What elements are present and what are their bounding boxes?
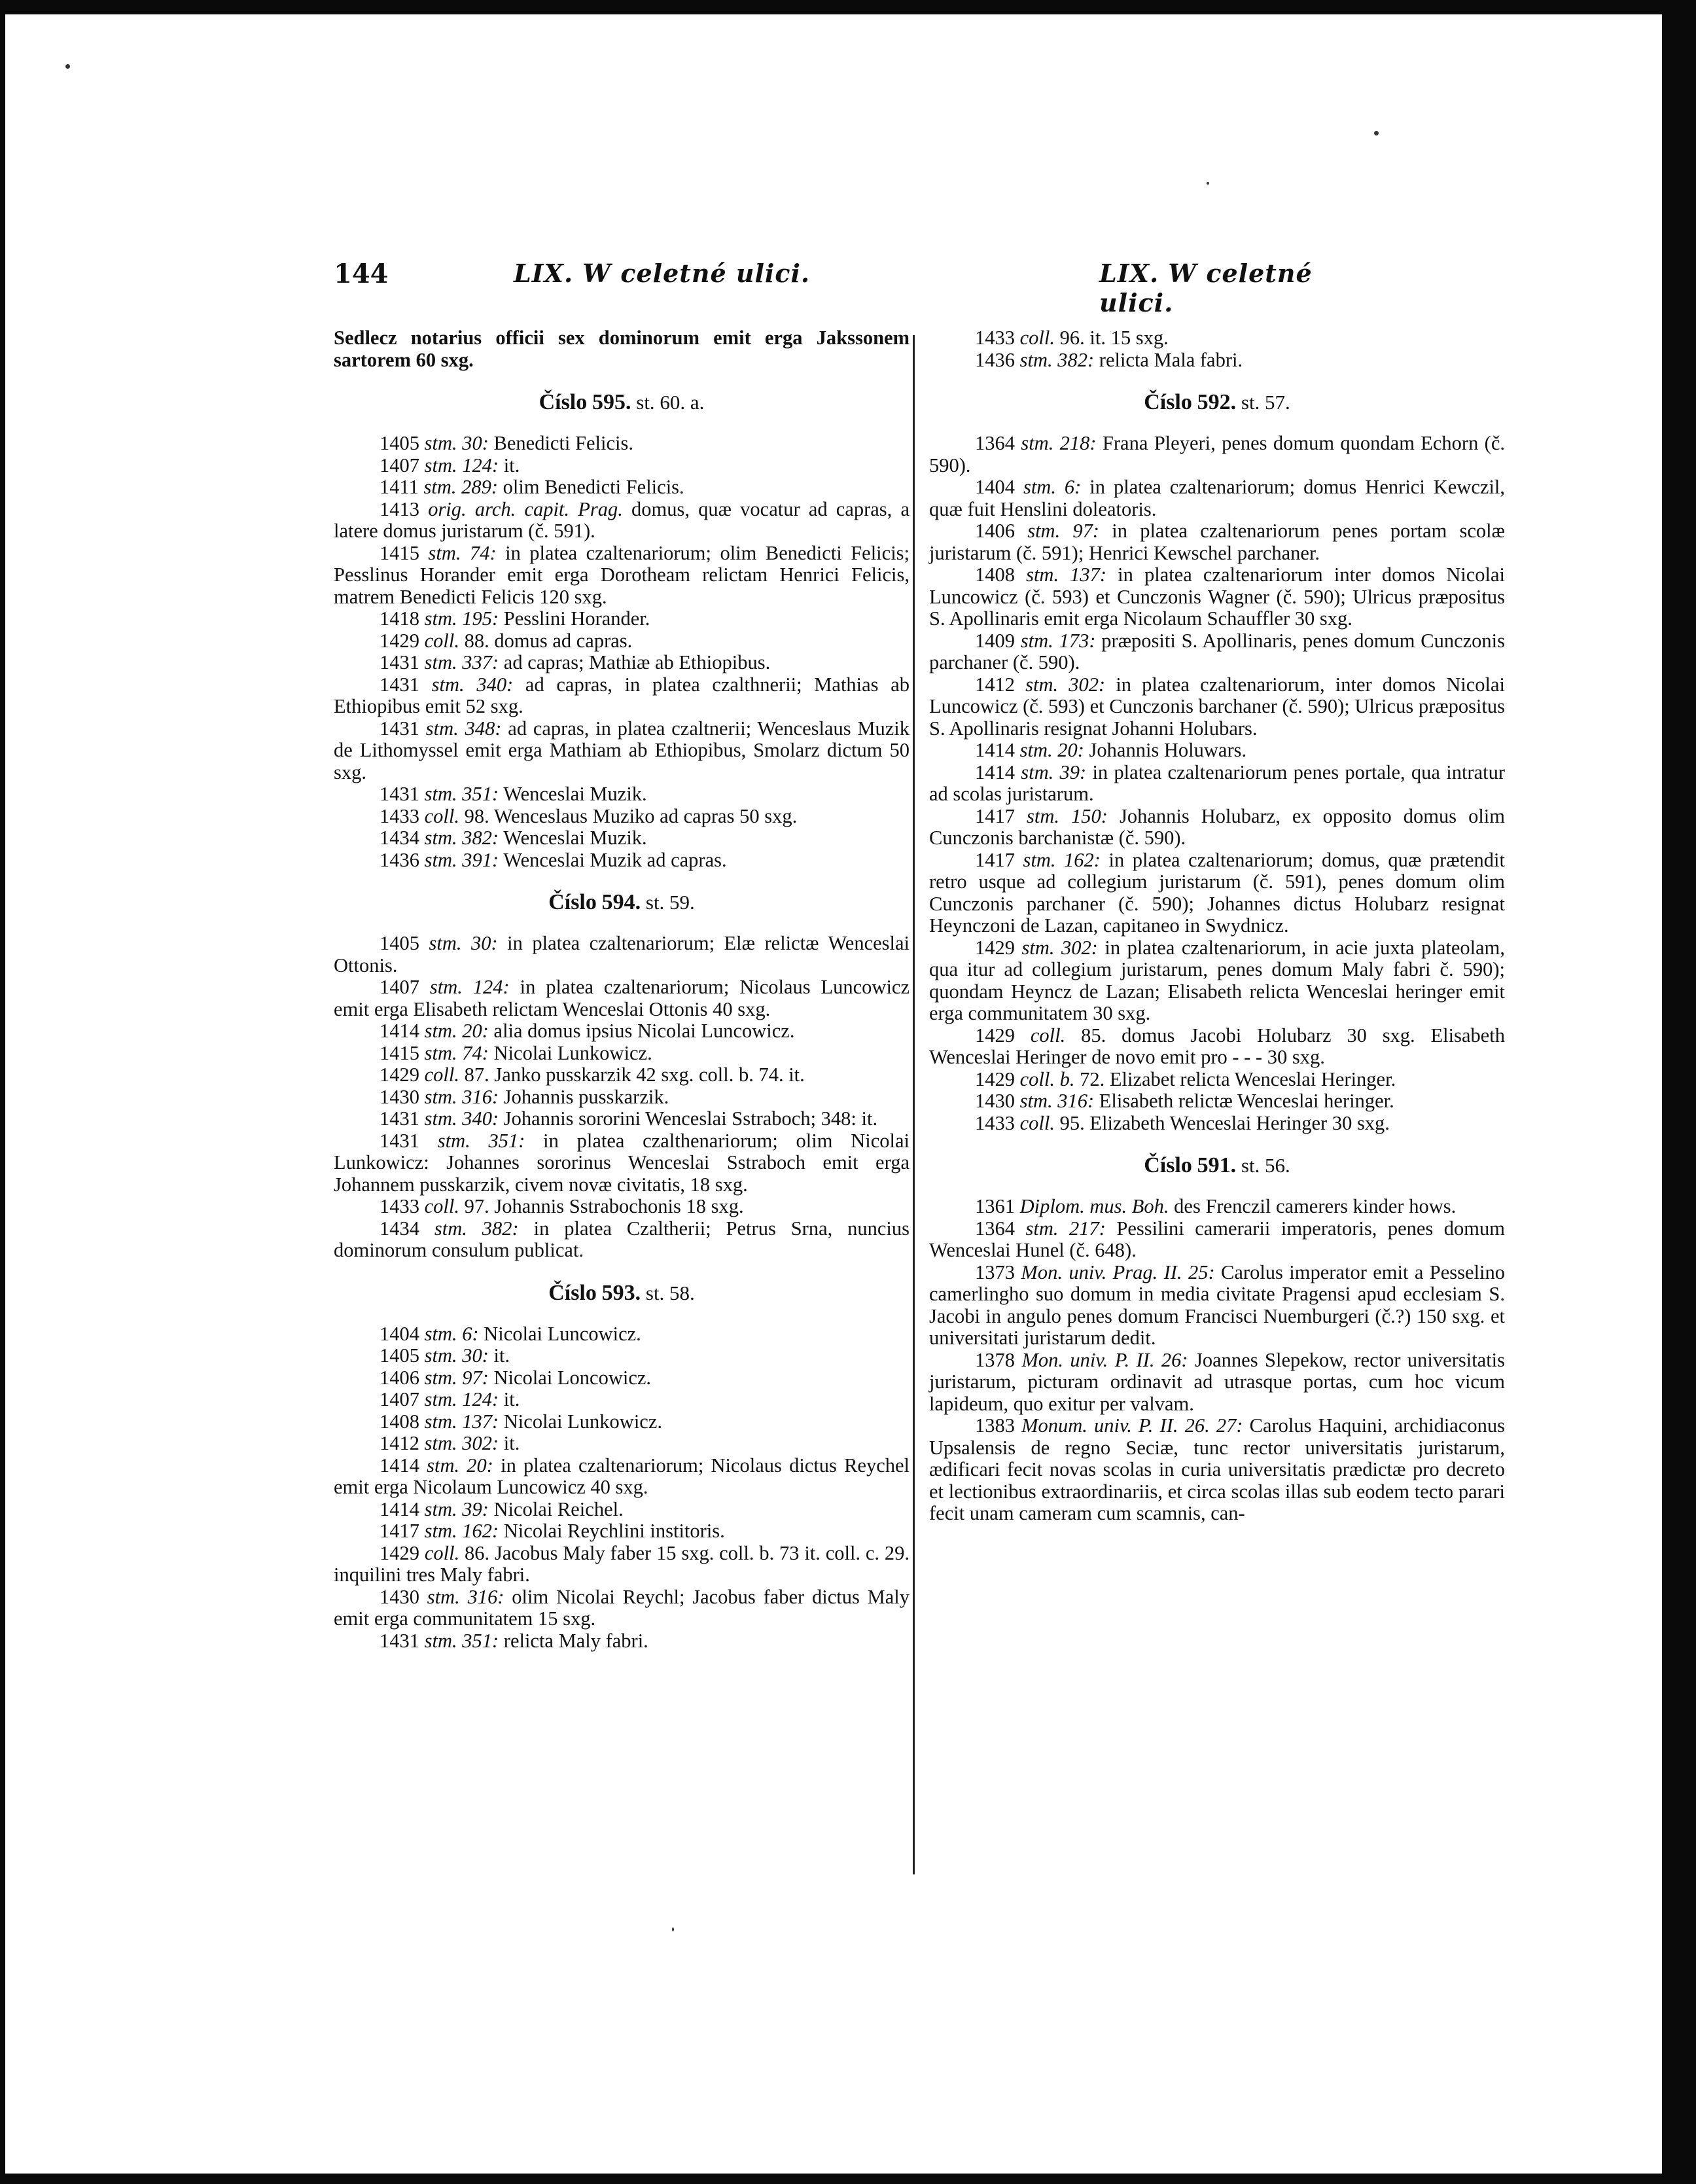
- entry-paragraph: [334, 499, 910, 543]
- entry-source: stm. 340:: [431, 673, 514, 696]
- section-label: Číslo: [1144, 1153, 1192, 1177]
- entry-source: stm. 382:: [1019, 348, 1095, 371]
- entry-year: 1436: [975, 348, 1015, 371]
- entry-paragraph: [929, 1113, 1505, 1135]
- entry-source: Monum. univ. P. II. 26. 27:: [1021, 1414, 1243, 1437]
- entry-source: coll.: [1019, 327, 1055, 349]
- entry-year: 1414: [975, 761, 1015, 783]
- entry-year: 1433: [975, 327, 1015, 349]
- entry-text: Nicolai Reichel.: [493, 1497, 624, 1520]
- entry-paragraph: [929, 327, 1505, 349]
- entry-text: Wenceslai Muzik.: [503, 783, 647, 805]
- entry-source: coll.: [424, 1541, 460, 1564]
- entry-year: 1417: [975, 848, 1015, 871]
- entry-year: 1429: [975, 1067, 1015, 1090]
- scan-speck: [65, 64, 70, 69]
- entry-year: 1414: [380, 1020, 419, 1042]
- entry-text: in platea czaltenariorum, in acie juxta plateolam, qua itur ad collegium juristarum, penes domum Maly fabri č. 590); quondam Heyncz de Lazan; Elisabeth relicta Wenceslai heringer emit erga communitatem 30 sxg.: [929, 936, 1505, 1024]
- entry-paragraph: [929, 1090, 1505, 1113]
- entry-text: ad capras, in platea czalthnerii; Mathias ab Ethiopibus emit 52 sxg.: [334, 673, 910, 717]
- entry-year: 1412: [975, 673, 1015, 696]
- entry-text: ad capras, in platea czaltnerii; Wenceslaus Muzik de Lithomyssel emit erga Mathiam ab Ethiopibus, Smolarz dictum 50 sxg.: [334, 717, 910, 783]
- entry-paragraph: [334, 1020, 910, 1043]
- entry-year: 1405: [380, 932, 419, 954]
- entry-text: it.: [493, 1344, 510, 1367]
- entry-source: orig. arch. capit. Prag.: [428, 497, 623, 520]
- entry-year: 1430: [380, 1585, 419, 1608]
- entry-year: 1413: [380, 497, 419, 520]
- section-number: 591.: [1197, 1153, 1237, 1177]
- entry-year: 1433: [380, 804, 419, 827]
- entry-paragraph: [334, 1064, 910, 1086]
- section-number: 595.: [592, 390, 631, 414]
- entry-year: 1431: [380, 783, 419, 805]
- entry-source: coll.: [424, 804, 459, 827]
- entry-paragraph: [334, 1043, 910, 1065]
- entry-text: Wenceslai Muzik.: [503, 827, 647, 849]
- entry-paragraph: [929, 674, 1505, 740]
- entry-paragraph: [334, 827, 910, 850]
- entry-text: relicta Mala fabri.: [1099, 348, 1243, 371]
- entry-paragraph: [334, 476, 910, 499]
- entry-text: 87. Janko pusskarzik 42 sxg. coll. b. 74. it.: [464, 1064, 805, 1086]
- entry-text: Johannis sororini Wenceslai Sstraboch; 348: it.: [503, 1107, 878, 1130]
- entry-text: olim Nicolai Reychl; Jacobus faber dictus Maly emit erga communitatem 15 sxg.: [334, 1585, 910, 1630]
- section-number: 593.: [601, 1280, 641, 1305]
- entry-source: stm. 137:: [424, 1410, 499, 1433]
- entry-paragraph: [929, 564, 1505, 630]
- entry-year: 1408: [975, 564, 1015, 586]
- entry-year: 1415: [380, 541, 419, 564]
- entry-year: 1361: [975, 1195, 1015, 1217]
- entry-source: stm. 337:: [424, 651, 499, 673]
- entry-text: Carolus Haquini, archidiaconus Upsalensis de regno Seciæ, tunc rector universitatis juristarum, ædificari fecit novas scolas in curia universitatis prædictæ pro decreto et lectionibus extraordinariis, et circa scolas illas sub eodem tecto parari fecit unam cameram cum scamnis, can-: [929, 1414, 1505, 1524]
- entry-source: stm. 351:: [424, 783, 499, 805]
- entry-text: in platea czaltenariorum, inter domos Nicolai Luncowicz (č. 593) et Cunczonis barchaner (č. 590); Ulricus præpositus S. Apollinaris resignat Johanni Holubars.: [929, 673, 1506, 740]
- entry-paragraph: [929, 1415, 1505, 1525]
- entry-paragraph: [334, 1455, 910, 1499]
- entry-paragraph: [929, 1025, 1505, 1069]
- entry-source: stm. 382:: [424, 827, 499, 849]
- entry-paragraph: [334, 608, 910, 630]
- entry-source: stm. 391:: [424, 848, 499, 871]
- entry-paragraph: [334, 1499, 910, 1521]
- entry-paragraph: [929, 1196, 1505, 1218]
- page-header: [334, 259, 1335, 317]
- entry-year: 1429: [380, 1064, 419, 1086]
- entry-paragraph: [334, 1323, 910, 1346]
- entry-year: 1408: [380, 1410, 419, 1433]
- entry-year: 1429: [380, 629, 419, 652]
- entry-source: stm. 97:: [1027, 520, 1100, 542]
- entry-paragraph: [929, 850, 1505, 937]
- entry-year: 1418: [380, 607, 419, 630]
- section-st: st. 57.: [1241, 391, 1290, 414]
- section-label: Číslo: [1144, 390, 1192, 414]
- entry-year: 1409: [975, 629, 1015, 652]
- entry-paragraph: [929, 937, 1505, 1025]
- entry-year: 1429: [975, 936, 1015, 959]
- entry-source: stm. 162:: [1023, 848, 1101, 871]
- entry-year: 1404: [975, 476, 1015, 498]
- entry-text: in platea czaltenariorum inter domos Nicolai Luncowicz (č. 593) et Cunczonis Wagner (č. 590); Ulricus præpositus S. Apollinaris emit erga Nicolaum Schauffler 30 sxg.: [929, 564, 1506, 630]
- entry-paragraph: [334, 783, 910, 806]
- entry-source: stm. 30:: [429, 932, 498, 954]
- entry-text: it.: [503, 1432, 520, 1454]
- entry-text: in platea czaltenariorum; domus, quæ prætendit retro usque ad collegium juristarum (č. 591), penes domum olim Cunczonis parchaner (č. 590); Johannes dictus Holubarz resignat Heynczoni de Lazan, capitaneo in Swydnicz.: [929, 848, 1506, 937]
- section-heading: [334, 389, 910, 416]
- section-label: Číslo: [539, 390, 588, 414]
- entry-year: 1433: [975, 1111, 1015, 1134]
- entry-source: stm. 289:: [423, 476, 499, 498]
- section-heading: [334, 889, 910, 916]
- entry-text: 86. Jacobus Maly faber 15 sxg. coll. b. 73 it. coll. c. 29. inquilini tres Maly fabri.: [334, 1541, 910, 1586]
- entry-year: 1414: [975, 739, 1015, 761]
- entry-paragraph: [334, 1586, 910, 1630]
- section-number: 594.: [601, 890, 641, 914]
- entry-year: 1405: [380, 1344, 419, 1367]
- entry-year: 1406: [975, 520, 1015, 542]
- entry-text: it.: [503, 1388, 520, 1410]
- section-heading: [929, 389, 1505, 416]
- section-label: Číslo: [548, 1280, 597, 1305]
- entry-paragraph: [334, 630, 910, 653]
- entry-text: Johannis Holubarz, ex opposito domus olim Cunczonis barchanistæ (č. 590).: [929, 804, 1505, 849]
- entry-text: Nicolai Lunkowicz.: [503, 1410, 663, 1433]
- entry-source: stm. 39:: [424, 1497, 489, 1520]
- entry-year: 1417: [380, 1520, 419, 1542]
- entry-year: 1431: [380, 1107, 419, 1130]
- entry-year: 1405: [380, 432, 419, 454]
- entry-paragraph: [334, 1218, 910, 1262]
- entry-text: 72. Elizabet relicta Wenceslai Heringer.: [1080, 1067, 1396, 1090]
- page-number: 144: [334, 259, 389, 289]
- entry-text: Benedicti Felicis.: [493, 432, 633, 454]
- entry-text: alia domus ipsius Nicolai Luncowicz.: [493, 1020, 795, 1042]
- entry-text: in platea czaltenariorum penes portale, qua intratur ad scolas juristarum.: [929, 761, 1506, 805]
- entry-text: relicta Maly fabri.: [503, 1629, 648, 1652]
- entry-source: Diplom. mus. Boh.: [1019, 1195, 1169, 1217]
- entry-year: 1434: [380, 1217, 419, 1240]
- entry-year: 1412: [380, 1432, 419, 1454]
- entry-paragraph: [929, 806, 1505, 850]
- entry-year: 1430: [380, 1085, 419, 1108]
- entry-source: stm. 348:: [425, 717, 502, 740]
- entry-paragraph: [334, 455, 910, 477]
- entry-source: stm. 340:: [424, 1107, 499, 1130]
- entry-text: it.: [503, 454, 520, 476]
- entry-text: Carolus imperator emit a Pesselino camerlingho suo domum in media civitate Pragensi apud ecclesiam S. Jacobi in angulo penes domum Francisci Nuemburgeri (č.?) 150 sxg. et universitati juristarum dedit.: [929, 1261, 1506, 1349]
- entry-source: stm. 124:: [424, 454, 499, 476]
- entry-year: 1417: [975, 804, 1015, 827]
- entry-paragraph: [334, 652, 910, 674]
- entry-source: stm. 30:: [424, 432, 489, 454]
- entry-year: 1431: [380, 673, 419, 696]
- entry-paragraph: [929, 476, 1505, 520]
- entry-year: 1415: [380, 1041, 419, 1064]
- section-st: st. 56.: [1241, 1154, 1290, 1177]
- entry-year: 1414: [380, 1497, 419, 1520]
- entry-paragraph: [929, 520, 1505, 564]
- section-heading: [334, 1280, 910, 1306]
- right-column: [929, 327, 1505, 1525]
- entry-paragraph: [929, 349, 1505, 372]
- entry-paragraph: [334, 1520, 910, 1543]
- entry-paragraph: [929, 1218, 1505, 1262]
- entry-year: 1373: [975, 1261, 1015, 1283]
- entry-source: stm. 20:: [427, 1454, 493, 1477]
- entry-paragraph: [929, 762, 1505, 806]
- entry-source: Mon. univ. Prag. II. 25:: [1021, 1261, 1215, 1283]
- entry-year: 1406: [380, 1366, 419, 1389]
- entry-source: stm. 195:: [424, 607, 499, 630]
- entry-paragraph: [334, 1196, 910, 1218]
- entry-year: 1429: [975, 1024, 1015, 1047]
- entry-source: stm. 217:: [1025, 1217, 1106, 1240]
- entry-paragraph: [334, 1108, 910, 1130]
- entry-source: stm. 302:: [1021, 936, 1098, 959]
- entry-year: 1431: [380, 1129, 419, 1152]
- entry-text: Elisabeth relictæ Wenceslai heringer.: [1099, 1090, 1394, 1112]
- entry-source: coll.: [1019, 1111, 1055, 1134]
- entry-year: 1364: [975, 1217, 1015, 1240]
- entry-paragraph: [334, 850, 910, 872]
- entry-text: Nicolai Lunkowicz.: [493, 1041, 652, 1064]
- entry-year: 1378: [975, 1348, 1015, 1371]
- entry-text: in platea czaltenariorum; Nicolaus dictus Reychel emit erga Nicolaum Luncowicz 40 sxg.: [334, 1454, 910, 1498]
- entry-text: 85. domus Jacobi Holubarz 30 sxg. Elisabeth Wenceslai Heringer de novo emit pro - - - 30 sxg.: [929, 1024, 1506, 1068]
- entry-text: Wenceslai Muzik ad capras.: [503, 848, 727, 871]
- entry-text: Johannis Holuwars.: [1089, 739, 1247, 761]
- entry-paragraph: [929, 433, 1505, 476]
- entry-source: stm. 351:: [424, 1629, 499, 1652]
- entry-source: stm. 30:: [424, 1344, 489, 1367]
- entry-text: Pessilini camerarii imperatoris, penes domum Wenceslai Hunel (č. 648).: [929, 1217, 1505, 1261]
- entry-source: stm. 162:: [424, 1520, 499, 1542]
- entry-source: Mon. univ. P. II. 26:: [1021, 1348, 1188, 1371]
- entry-source: stm. 39:: [1021, 761, 1087, 783]
- entry-year: 1414: [380, 1454, 419, 1477]
- entry-text: ad capras; Mathiæ ab Ethiopibus.: [503, 651, 771, 673]
- entry-year: 1407: [380, 1388, 419, 1410]
- entry-source: stm. 20:: [424, 1020, 489, 1042]
- entry-source: stm. 74:: [428, 541, 497, 564]
- entry-text: Nicolai Loncowicz.: [493, 1366, 652, 1389]
- section-st: st. 60. a.: [636, 391, 705, 414]
- left-column: [334, 327, 910, 1652]
- entry-paragraph: [929, 740, 1505, 762]
- entry-source: stm. 6:: [424, 1322, 479, 1345]
- entry-paragraph: [334, 1411, 910, 1433]
- entry-source: coll.: [424, 1195, 459, 1217]
- entry-source: coll.: [424, 629, 459, 652]
- entry-text: 95. Elizabeth Wenceslai Heringer 30 sxg.: [1059, 1111, 1390, 1134]
- entry-source: coll. b.: [1019, 1067, 1075, 1090]
- entry-year: 1431: [380, 717, 419, 740]
- entry-paragraph: [334, 806, 910, 828]
- column-divider: [913, 335, 915, 1874]
- entry-paragraph: [334, 933, 910, 976]
- entry-paragraph: [929, 630, 1505, 674]
- entry-source: stm. 20:: [1019, 739, 1084, 761]
- entry-paragraph: [334, 976, 910, 1020]
- entry-year: 1430: [975, 1090, 1015, 1112]
- entry-text: 97. Johannis Sstrabochonis 18 sxg.: [464, 1195, 744, 1217]
- entry-text: præpositi S. Apollinaris, penes domum Cunczonis parchaner (č. 590).: [929, 629, 1505, 673]
- entry-text: in platea Czaltherii; Petrus Srna, nuncius dominorum consulum publicat.: [334, 1217, 910, 1261]
- entry-text: Frana Pleyeri, penes domum quondam Echorn (č. 590).: [929, 432, 1505, 476]
- entry-paragraph: [334, 1543, 910, 1586]
- entry-paragraph: [334, 1130, 910, 1196]
- entry-text: in platea czaltenariorum; olim Benedicti Felicis; Pesslinus Horander emit erga Dorotheam relictam Henrici Felicis, matrem Benedicti Felicis 120 sxg.: [334, 541, 910, 608]
- entry-paragraph: [334, 1086, 910, 1109]
- entry-source: stm. 316:: [1019, 1090, 1095, 1112]
- entry-paragraph: [929, 1069, 1505, 1091]
- entry-year: 1431: [380, 651, 419, 673]
- entry-source: stm. 351:: [437, 1129, 525, 1152]
- entry-source: stm. 316:: [424, 1085, 499, 1108]
- entry-paragraph: [929, 1350, 1505, 1416]
- entry-year: 1431: [380, 1629, 419, 1652]
- section-number: 592.: [1197, 390, 1237, 414]
- entry-paragraph: [334, 1345, 910, 1367]
- entry-text: in platea czaltenariorum; domus Henrici Kewczil, quæ fuit Henslini doleatoris.: [929, 476, 1506, 520]
- intro-paragraph: Sedlecz notarius officii sex dominorum emit erga Jakssonem sartorem 60 sxg.: [334, 327, 910, 371]
- entry-text: Joannes Slepekow, rector universitatis juristarum, picturam ordinavit ad utrasque portas, cum hoc vicum lapideum, quo exitur per valvam.: [929, 1348, 1506, 1415]
- entry-year: 1411: [380, 476, 419, 498]
- section-st: st. 59.: [645, 891, 695, 914]
- entry-year: 1404: [380, 1322, 419, 1345]
- entry-source: stm. 316:: [427, 1585, 504, 1608]
- entry-text: in platea czalthenariorum; olim Nicolai Lunkowicz: Johannes sororinus Wenceslai Sstraboch emit erga Johannem pusskarzik, civem novæ civitatis, 18 sxg.: [334, 1129, 910, 1196]
- entry-source: coll.: [1030, 1024, 1066, 1047]
- entry-source: stm. 173:: [1020, 629, 1096, 652]
- entry-year: 1383: [975, 1414, 1015, 1437]
- entry-paragraph: [334, 433, 910, 455]
- entry-source: stm. 382:: [434, 1217, 519, 1240]
- entry-paragraph: [334, 1367, 910, 1389]
- entry-source: stm. 74:: [424, 1041, 489, 1064]
- entry-year: 1429: [380, 1541, 419, 1564]
- section-heading: [929, 1153, 1505, 1179]
- entry-text: Johannis pusskarzik.: [503, 1085, 669, 1108]
- running-head-left: LIX. W celetné ulici.: [514, 259, 811, 288]
- entry-text: Nicolai Luncowicz.: [484, 1322, 641, 1345]
- entry-text: olim Benedicti Felicis.: [503, 476, 684, 498]
- entry-year: 1407: [380, 976, 419, 998]
- entry-year: 1364: [975, 432, 1015, 454]
- entry-paragraph: [334, 1389, 910, 1411]
- entry-source: coll.: [424, 1064, 459, 1086]
- scan-speck: [672, 1927, 674, 1931]
- entry-source: stm. 218:: [1021, 432, 1097, 454]
- section-label: Číslo: [548, 890, 597, 914]
- entry-paragraph: [334, 1433, 910, 1455]
- entry-paragraph: [929, 1262, 1505, 1350]
- entry-text: in platea czaltenariorum; Elæ relictæ Wenceslai Ottonis.: [334, 932, 910, 976]
- entry-source: stm. 150:: [1027, 804, 1108, 827]
- entry-source: stm. 124:: [424, 1388, 499, 1410]
- entry-text: Pesslini Horander.: [503, 607, 650, 630]
- entry-source: stm. 302:: [1025, 673, 1106, 696]
- entry-paragraph: [334, 718, 910, 784]
- entry-text: 98. Wenceslaus Muziko ad capras 50 sxg.: [464, 804, 798, 827]
- entry-paragraph: [334, 674, 910, 718]
- entry-source: stm. 6:: [1023, 476, 1082, 498]
- entry-year: 1436: [380, 848, 419, 871]
- scan-speck: [1374, 131, 1379, 135]
- entry-text: 88. domus ad capras.: [464, 629, 633, 652]
- entry-paragraph: [334, 543, 910, 609]
- entry-year: 1433: [380, 1195, 419, 1217]
- entry-year: 1434: [380, 827, 419, 849]
- entry-text: in platea czaltenariorum; Nicolaus Luncowicz emit erga Elisabeth relictam Wenceslai Ottonis 40 sxg.: [334, 976, 910, 1020]
- entry-source: stm. 97:: [424, 1366, 489, 1389]
- section-st: st. 58.: [645, 1281, 695, 1304]
- entry-text: des Frenczil camerers kinder hows.: [1174, 1195, 1457, 1217]
- entry-text: Nicolai Reychlini institoris.: [503, 1520, 725, 1542]
- entry-year: 1407: [380, 454, 419, 476]
- entry-text: in platea czaltenariorum penes portam scolæ juristarum (č. 591); Henrici Kewschel parchaner.: [929, 520, 1506, 564]
- entry-text: domus, quæ vocatur ad capras, a latere domus juristarum (č. 591).: [334, 497, 910, 542]
- entry-text: 96. it. 15 sxg.: [1059, 327, 1169, 349]
- entry-paragraph: [334, 1630, 910, 1653]
- running-head-right: LIX. W celetné ulici.: [1099, 259, 1313, 317]
- scan-speck: [1207, 182, 1209, 185]
- entry-source: stm. 302:: [424, 1432, 499, 1454]
- entry-source: stm. 137:: [1026, 564, 1107, 586]
- entry-source: stm. 124:: [429, 976, 510, 998]
